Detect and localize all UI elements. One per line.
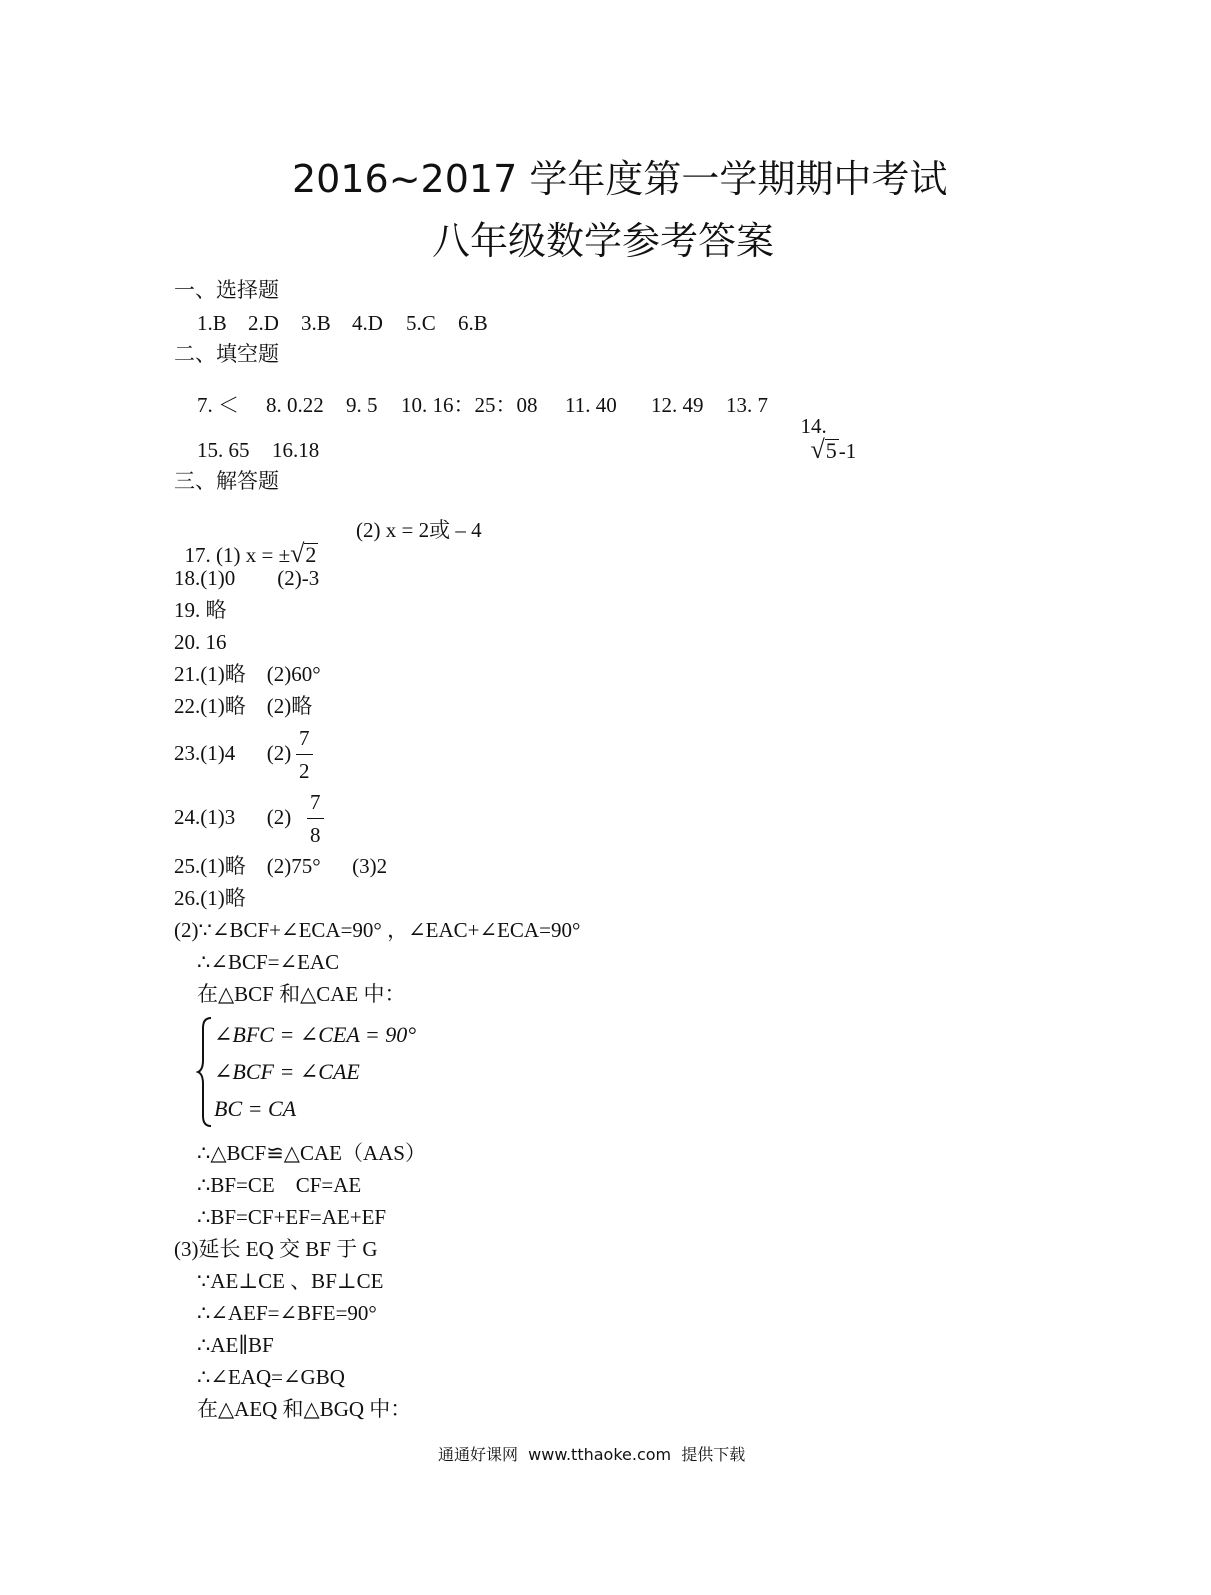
q17-part1 [174, 520, 318, 567]
q26-part3-line3: ∴∠AEF=∠BFE=90° [197, 1301, 377, 1325]
q26-part3-line2: ∵AE⊥CE 、BF⊥CE [197, 1269, 384, 1293]
q26-part1: 26.(1)略 [174, 886, 246, 910]
fill-answer-13: 13. 7 [726, 393, 768, 417]
q26-part3-line5: ∴∠EAQ=∠GBQ [197, 1365, 345, 1389]
q23-numerator: 7 [299, 726, 310, 750]
q22-answer: 22.(1)略 (2)略 [174, 694, 313, 718]
q26-part3-line4: ∴AE∥BF [197, 1333, 274, 1357]
q21-answer: 21.(1)略 (2)60° [174, 662, 321, 686]
q17-radicand: 2 [305, 542, 317, 567]
sqrt-symbol: √ [290, 539, 305, 568]
q17-part1-text: 17. (1) x = ± [184, 543, 291, 567]
fill-answer-14 [790, 395, 856, 463]
choice-answer-4: 4.D [352, 311, 383, 335]
brace-icon [196, 1016, 214, 1132]
q26-part2-line4: ∴△BCF≌△CAE（AAS） [197, 1141, 426, 1165]
q14-tail: -1 [838, 439, 857, 463]
fill-answer-12: 12. 49 [651, 393, 704, 417]
section-heading-choice: 一、选择题 [174, 278, 279, 302]
choice-answer-1: 1.B [197, 311, 227, 335]
fill-answer-15: 15. 65 [197, 438, 250, 462]
q26-part3-line1: (3)延长 EQ 交 BF 于 G [174, 1237, 378, 1261]
section-heading-fill: 二、填空题 [174, 342, 279, 366]
fill-answer-7: 7. ＜ [197, 393, 239, 417]
sqrt-symbol: √ [810, 435, 825, 464]
q23-answer: 23.(1)4 (2) [174, 741, 292, 765]
choice-answer-6: 6.B [458, 311, 488, 335]
q26-part2-line2: ∴∠BCF=∠EAC [197, 950, 340, 974]
choice-answer-3: 3.B [301, 311, 331, 335]
q26-part2-line6: ∴BF=CF+EF=AE+EF [197, 1205, 387, 1229]
system-eq-3: BC = CA [214, 1096, 297, 1121]
fill-answer-9: 9. 5 [346, 393, 378, 417]
q26-part2-line1: (2)∵∠BCF+∠ECA=90° ，∠EAC+∠ECA=90° [174, 918, 581, 942]
system-eq-2: ∠BCF = ∠CAE [214, 1059, 360, 1084]
q19-answer: 19. 略 [174, 598, 227, 622]
q24-fraction [307, 790, 324, 848]
q26-part2-line3: 在△BCF 和△CAE 中： [197, 982, 406, 1006]
fill-answer-16: 16.18 [272, 438, 320, 462]
fill-answer-10: 10. 16：25：08 [401, 393, 538, 417]
section-heading-solve: 三、解答题 [174, 469, 279, 493]
fill-answer-8: 8. 0.22 [266, 393, 324, 417]
fill-answer-11: 11. 40 [565, 393, 617, 417]
q26-part2-line5: ∴BF=CE CF=AE [197, 1173, 362, 1197]
q24-answer: 24.(1)3 (2) [174, 805, 292, 829]
q25-answer: 25.(1)略 (2)75° (3)2 [174, 854, 388, 878]
q26-part3-line6: 在△AEQ 和△BGQ 中： [197, 1397, 412, 1421]
q23-fraction [296, 726, 313, 784]
choice-answer-5: 5.C [406, 311, 436, 335]
q17-part2: (2) x = 2或 – 4 [356, 518, 482, 542]
choice-answer-2: 2.D [248, 311, 279, 335]
page-title: 2016~2017 学年度第一学期期中考试 [292, 157, 948, 201]
q14-radicand: 5 [825, 438, 837, 463]
q24-numerator: 7 [310, 790, 321, 814]
page-subtitle: 八年级数学参考答案 [432, 219, 775, 263]
q18-answer: 18.(1)0 (2)-3 [174, 566, 320, 590]
system-eq-1: ∠BFC = ∠CEA = 90° [214, 1022, 417, 1047]
q23-denominator: 2 [299, 759, 310, 783]
footer-source: 通通好课网 www.tthaoke.com 提供下载 [438, 1445, 746, 1464]
q20-answer: 20. 16 [174, 630, 227, 654]
fill-answer-14-label: 14. [800, 414, 827, 438]
q24-denominator: 8 [310, 823, 321, 847]
